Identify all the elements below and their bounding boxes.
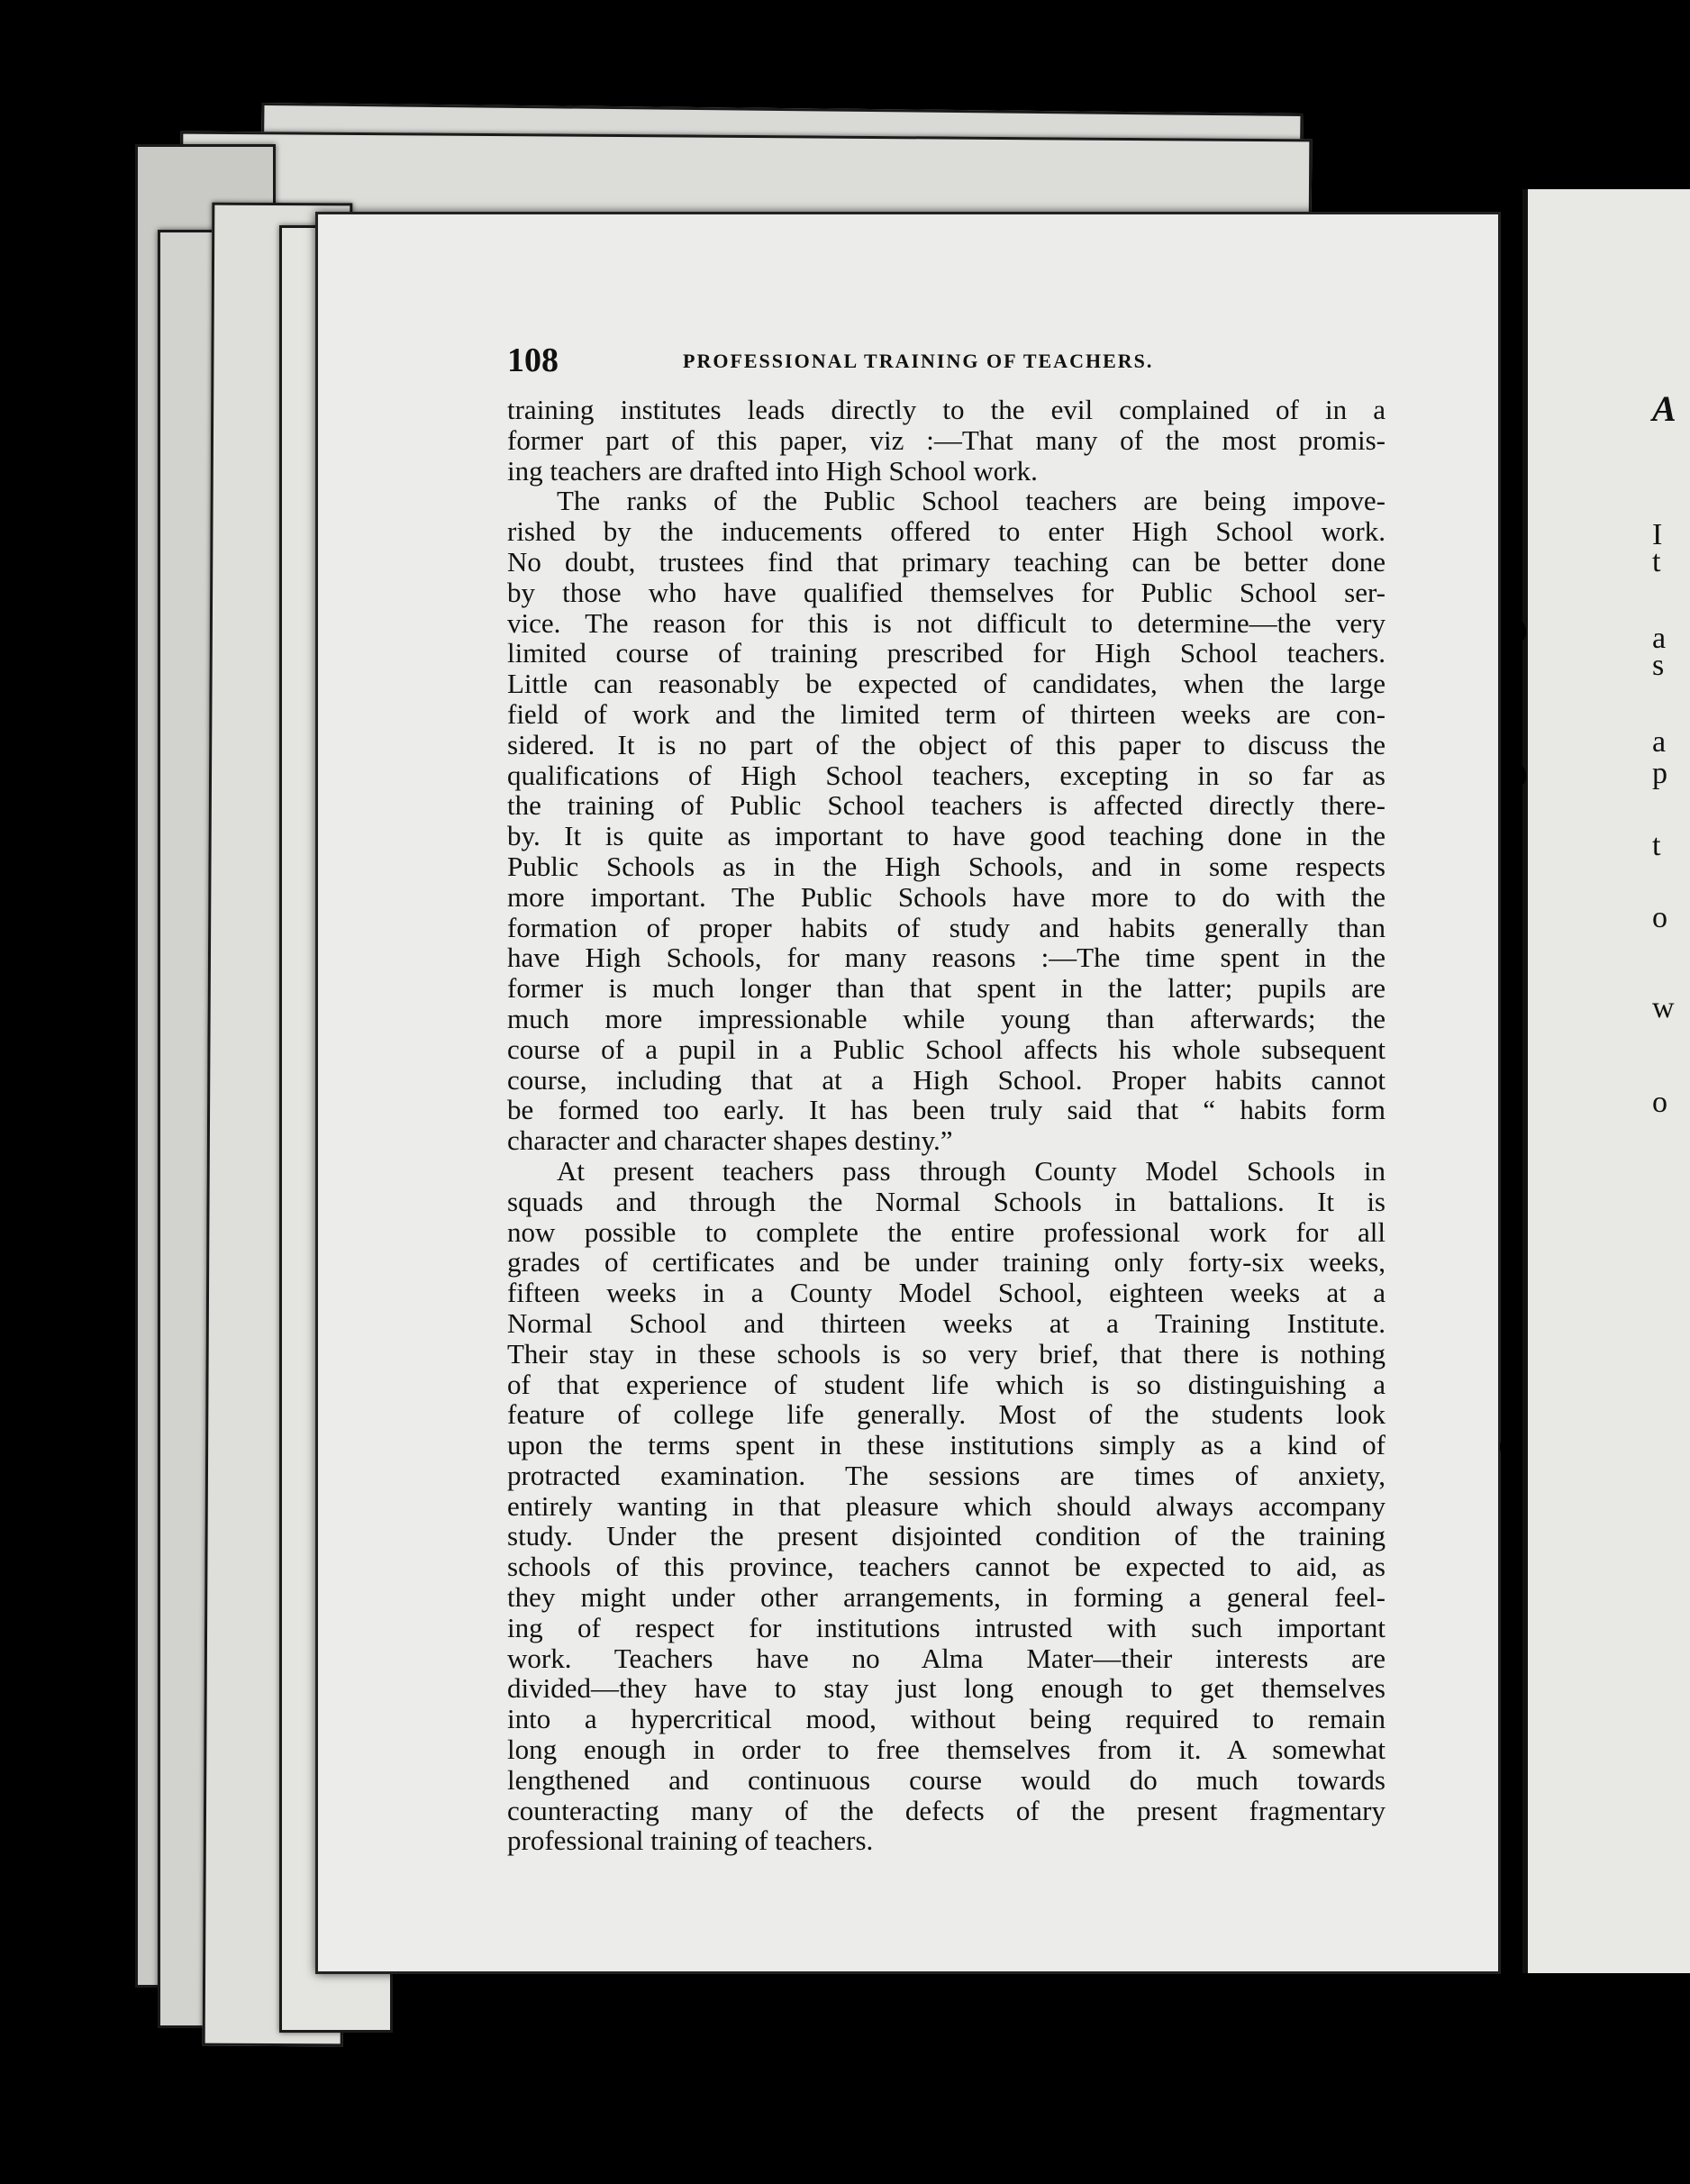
text-line: The ranks of the Public School teachers are being impove- (557, 485, 1386, 517)
text-line: into a hypercritical mood, without being required to remain (507, 1703, 1386, 1735)
facing-page-fragment: a (1652, 725, 1667, 759)
body-text (507, 395, 1386, 1856)
text-line: former part of this paper, viz :—That many of the most promis- (507, 423, 1386, 456)
text-line: be formed too early. It has been truly said that “ habits form (507, 1094, 1386, 1126)
text-line: by. It is quite as important to have good teaching done in the (507, 820, 1386, 852)
facing-page-fragment: w (1652, 991, 1675, 1024)
text-line: Public Schools as in the High Schools, and in some respects (507, 850, 1386, 882)
text-line: feature of college life generally. Most of the students look (507, 1398, 1386, 1431)
binding-hole (1515, 622, 1526, 642)
text-line: ing teachers are drafted into High School work. (507, 454, 1038, 487)
text-line: squads and through the Normal Schools in battalions. It is (507, 1185, 1386, 1217)
text-line: No doubt, trustees find that primary teaching can be better done (507, 545, 1386, 578)
text-line: now possible to complete the entire professional work for all (507, 1215, 1386, 1248)
binding-hole (1512, 1563, 1522, 1583)
facing-page (1522, 189, 1690, 1973)
text-line: At present teachers pass through County Model Schools in (557, 1154, 1386, 1187)
binding-hole (1500, 1437, 1511, 1457)
facing-page-fragment: A (1652, 388, 1676, 429)
text-line: character and character shapes destiny.” (507, 1124, 953, 1157)
book-page (315, 212, 1501, 1974)
text-line: protracted examination. The sessions are times of anxiety, (507, 1459, 1386, 1491)
text-line: work. Teachers have no Alma Mater—their interests are (507, 1642, 1386, 1674)
facing-page-fragment: t (1652, 545, 1661, 578)
text-line: upon the terms spent in these institutions simply as a kind of (507, 1429, 1386, 1461)
text-line: sidered. It is no part of the object of this paper to discuss the (507, 728, 1386, 760)
facing-page-fragment: o (1652, 901, 1667, 934)
text-line: course, including that at a High School. Proper habits cannot (507, 1063, 1386, 1096)
text-line: long enough in order to free themselves from it. A somewhat (507, 1734, 1386, 1766)
text-line: lengthened and continuous course would do much towards (507, 1763, 1386, 1796)
text-line: Normal School and thirteen weeks at a Training Institute. (507, 1306, 1386, 1339)
text-line: qualifications of High School teachers, excepting in so far as (507, 759, 1386, 791)
text-line: training institutes leads directly to the evil complained of in a (507, 394, 1386, 425)
text-line: by those who have qualified themselves for Public School ser- (507, 576, 1386, 608)
text-line: study. Under the present disjointed condition of the training (507, 1520, 1386, 1552)
running-head: PROFESSIONAL TRAINING OF TEACHERS. (683, 350, 1154, 372)
text-line: formation of proper habits of study and habits generally than (507, 911, 1386, 943)
text-line: rished by the inducements offered to enter High School work. (507, 515, 1386, 548)
text-line: counteracting many of the defects of the present fragmentary (507, 1794, 1386, 1826)
facing-page-fragment: o (1652, 1086, 1667, 1119)
text-line: Their stay in these schools is so very brief, that there is nothing (507, 1337, 1386, 1370)
text-line: vice. The reason for this is not difficult to determine—the very (507, 606, 1386, 639)
page-number: 108 (507, 341, 559, 379)
text-line: have High Schools, for many reasons :—The time spent in the (507, 942, 1386, 974)
text-line: divided—they have to stay just long enough to get themselves (507, 1672, 1386, 1705)
text-line: Little can reasonably be expected of candidates, when the large (507, 668, 1386, 700)
text-line: more important. The Public Schools have more to do with the (507, 880, 1386, 913)
text-line: much more impressionable while young than afterwards; the (507, 1002, 1386, 1034)
facing-page-fragment: a (1652, 622, 1667, 655)
text-line: fifteen weeks in a County Model School, eighteen weeks at a (507, 1277, 1386, 1309)
facing-page-fragment: s (1652, 649, 1665, 682)
facing-page-fragment: t (1652, 829, 1661, 862)
text-line: field of work and the limited term of thirteen weeks are con- (507, 697, 1386, 730)
text-line: of that experience of student life which is so distinguishing a (507, 1368, 1386, 1400)
text-line: ing of respect for institutions intrusted with such important (507, 1611, 1386, 1643)
binding-hole (1515, 766, 1526, 786)
page-header (507, 341, 1372, 386)
facing-page-fragment: I (1652, 518, 1663, 551)
text-line: grades of certificates and be under training only forty-six weeks, (507, 1246, 1386, 1279)
text-line: the training of Public School teachers is affected directly there- (507, 789, 1386, 822)
text-line: schools of this province, teachers cannot be expected to aid, as (507, 1551, 1386, 1583)
facing-page-fragment: p (1652, 757, 1667, 790)
text-line: they might under other arrangements, in forming a general feel- (507, 1581, 1386, 1614)
text-line: professional training of teachers. (507, 1825, 874, 1857)
text-line: entirely wanting in that pleasure which should always accompany (507, 1489, 1386, 1522)
text-line: former is much longer than that spent in the latter; pupils are (507, 972, 1386, 1005)
text-line: course of a pupil in a Public School affects his whole subsequent (507, 1033, 1386, 1065)
text-line: limited course of training prescribed for High School teachers. (507, 637, 1386, 669)
